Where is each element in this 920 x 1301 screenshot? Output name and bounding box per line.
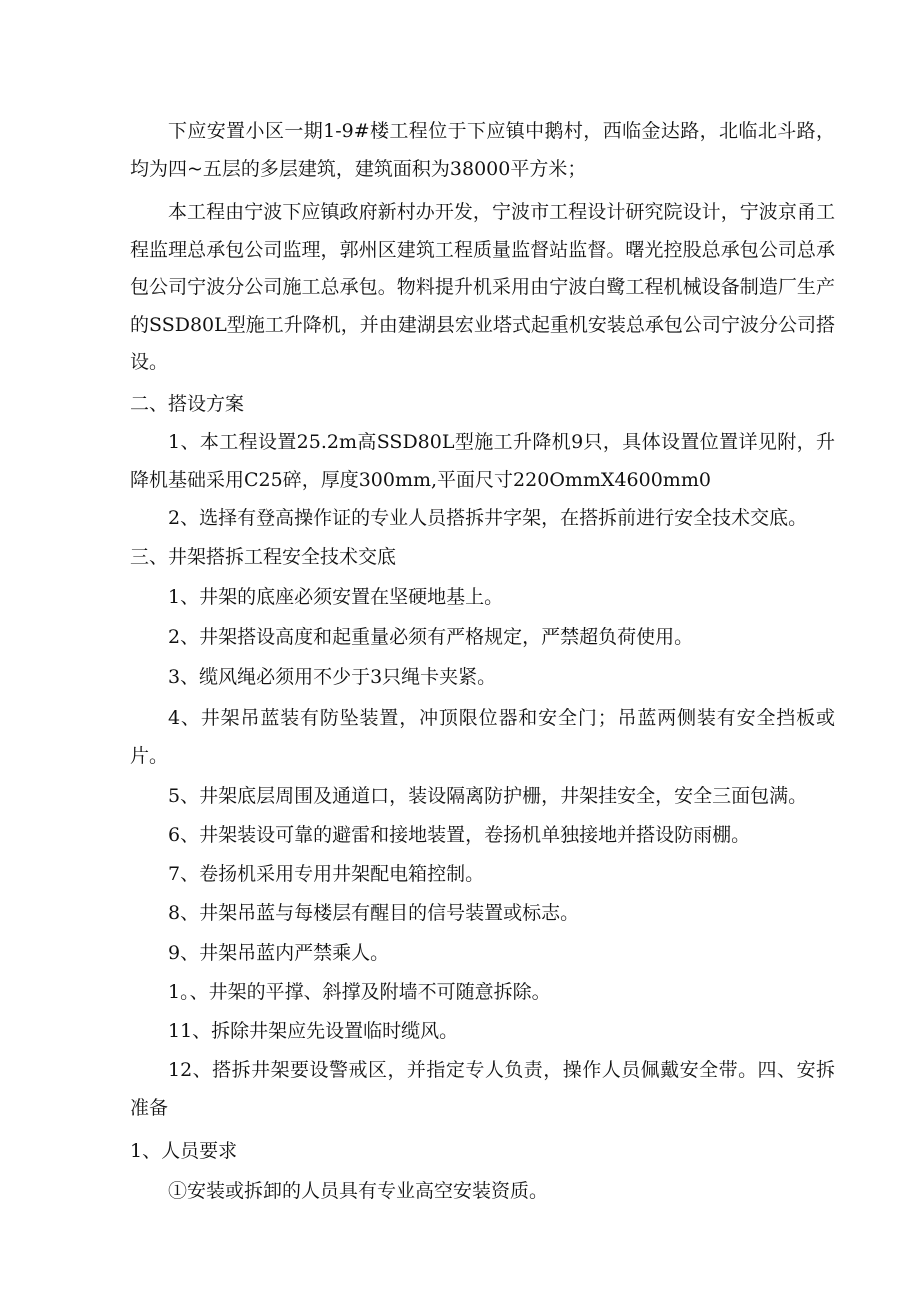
- list-item: 12、搭拆井架要设警戒区，并指定专人负责，操作人员佩戴安全带。四、安拆准备: [130, 1059, 835, 1119]
- paragraph-project-location: 下应安置小区一期1-9#楼工程位于下应镇中鹅村，西临金达路，北临北斗路，均为四~五层的多层建筑，建筑面积为38000平方米；: [130, 120, 835, 180]
- list-item: 9、井架吊蓝内严禁乘人。: [168, 942, 390, 964]
- list-item: 8、井架吊蓝与每楼层有醒目的信号装置或标志。: [168, 902, 580, 924]
- list-item: 5、井架底层周围及通道口，装设隔离防护栅，井架挂安全，安全三面包满。: [168, 785, 808, 807]
- section-heading: 二、搭设方案: [130, 393, 245, 415]
- list-item: 2、井架搭设高度和起重量必须有严格规定，严禁超负荷使用。: [168, 626, 694, 648]
- list-item: 3、缆风绳必须用不少于3只绳卡夹紧。: [168, 666, 497, 688]
- subsection-heading: 1、人员要求: [130, 1140, 238, 1162]
- list-item: 1、本工程设置25.2m高SSD80L型施工升降机9只，具体设置位置详见附，升降机基础采用C25碎，厚度300mm,平面尺寸220OmmX4600mm0: [130, 431, 835, 491]
- list-item: 1、井架的底座必须安置在坚硬地基上。: [168, 586, 504, 608]
- list-item: 4、井架吊蓝装有防坠装置，冲顶限位器和安全门；吊蓝两侧装有安全挡板或片。: [130, 707, 835, 767]
- section-heading: 三、井架搭拆工程安全技术交底: [130, 546, 397, 568]
- list-item: ①安装或拆卸的人员具有专业高空安装资质。: [168, 1180, 549, 1202]
- list-item: 1。、井架的平撑、斜撑及附墙不可随意拆除。: [168, 981, 551, 1003]
- paragraph-project-parties: 本工程由宁波下应镇政府新村办开发，宁波市工程设计研究院设计，宁波京甬工程监理总承包公司监理，郭州区建筑工程质量监督站监督。曙光控股总承包公司总承包公司宁波分公司施工总承包。物料提升机采用由宁波白鹭工程机械设备制造厂生产的SSD80L型施工升降机，并由建湖县宏业塔式起重机安装总承包公司宁波分公司搭设。: [130, 201, 835, 373]
- list-item: 7、卷扬机采用专用井架配电箱控制。: [168, 863, 485, 885]
- list-item: 11、拆除井架应先设置临时缆风。: [168, 1020, 459, 1042]
- list-item: 6、井架装设可靠的避雷和接地装置，卷扬机单独接地并搭设防雨棚。: [168, 824, 751, 846]
- list-item: 2、选择有登高操作证的专业人员搭拆井字架，在搭拆前进行安全技术交底。: [168, 507, 808, 529]
